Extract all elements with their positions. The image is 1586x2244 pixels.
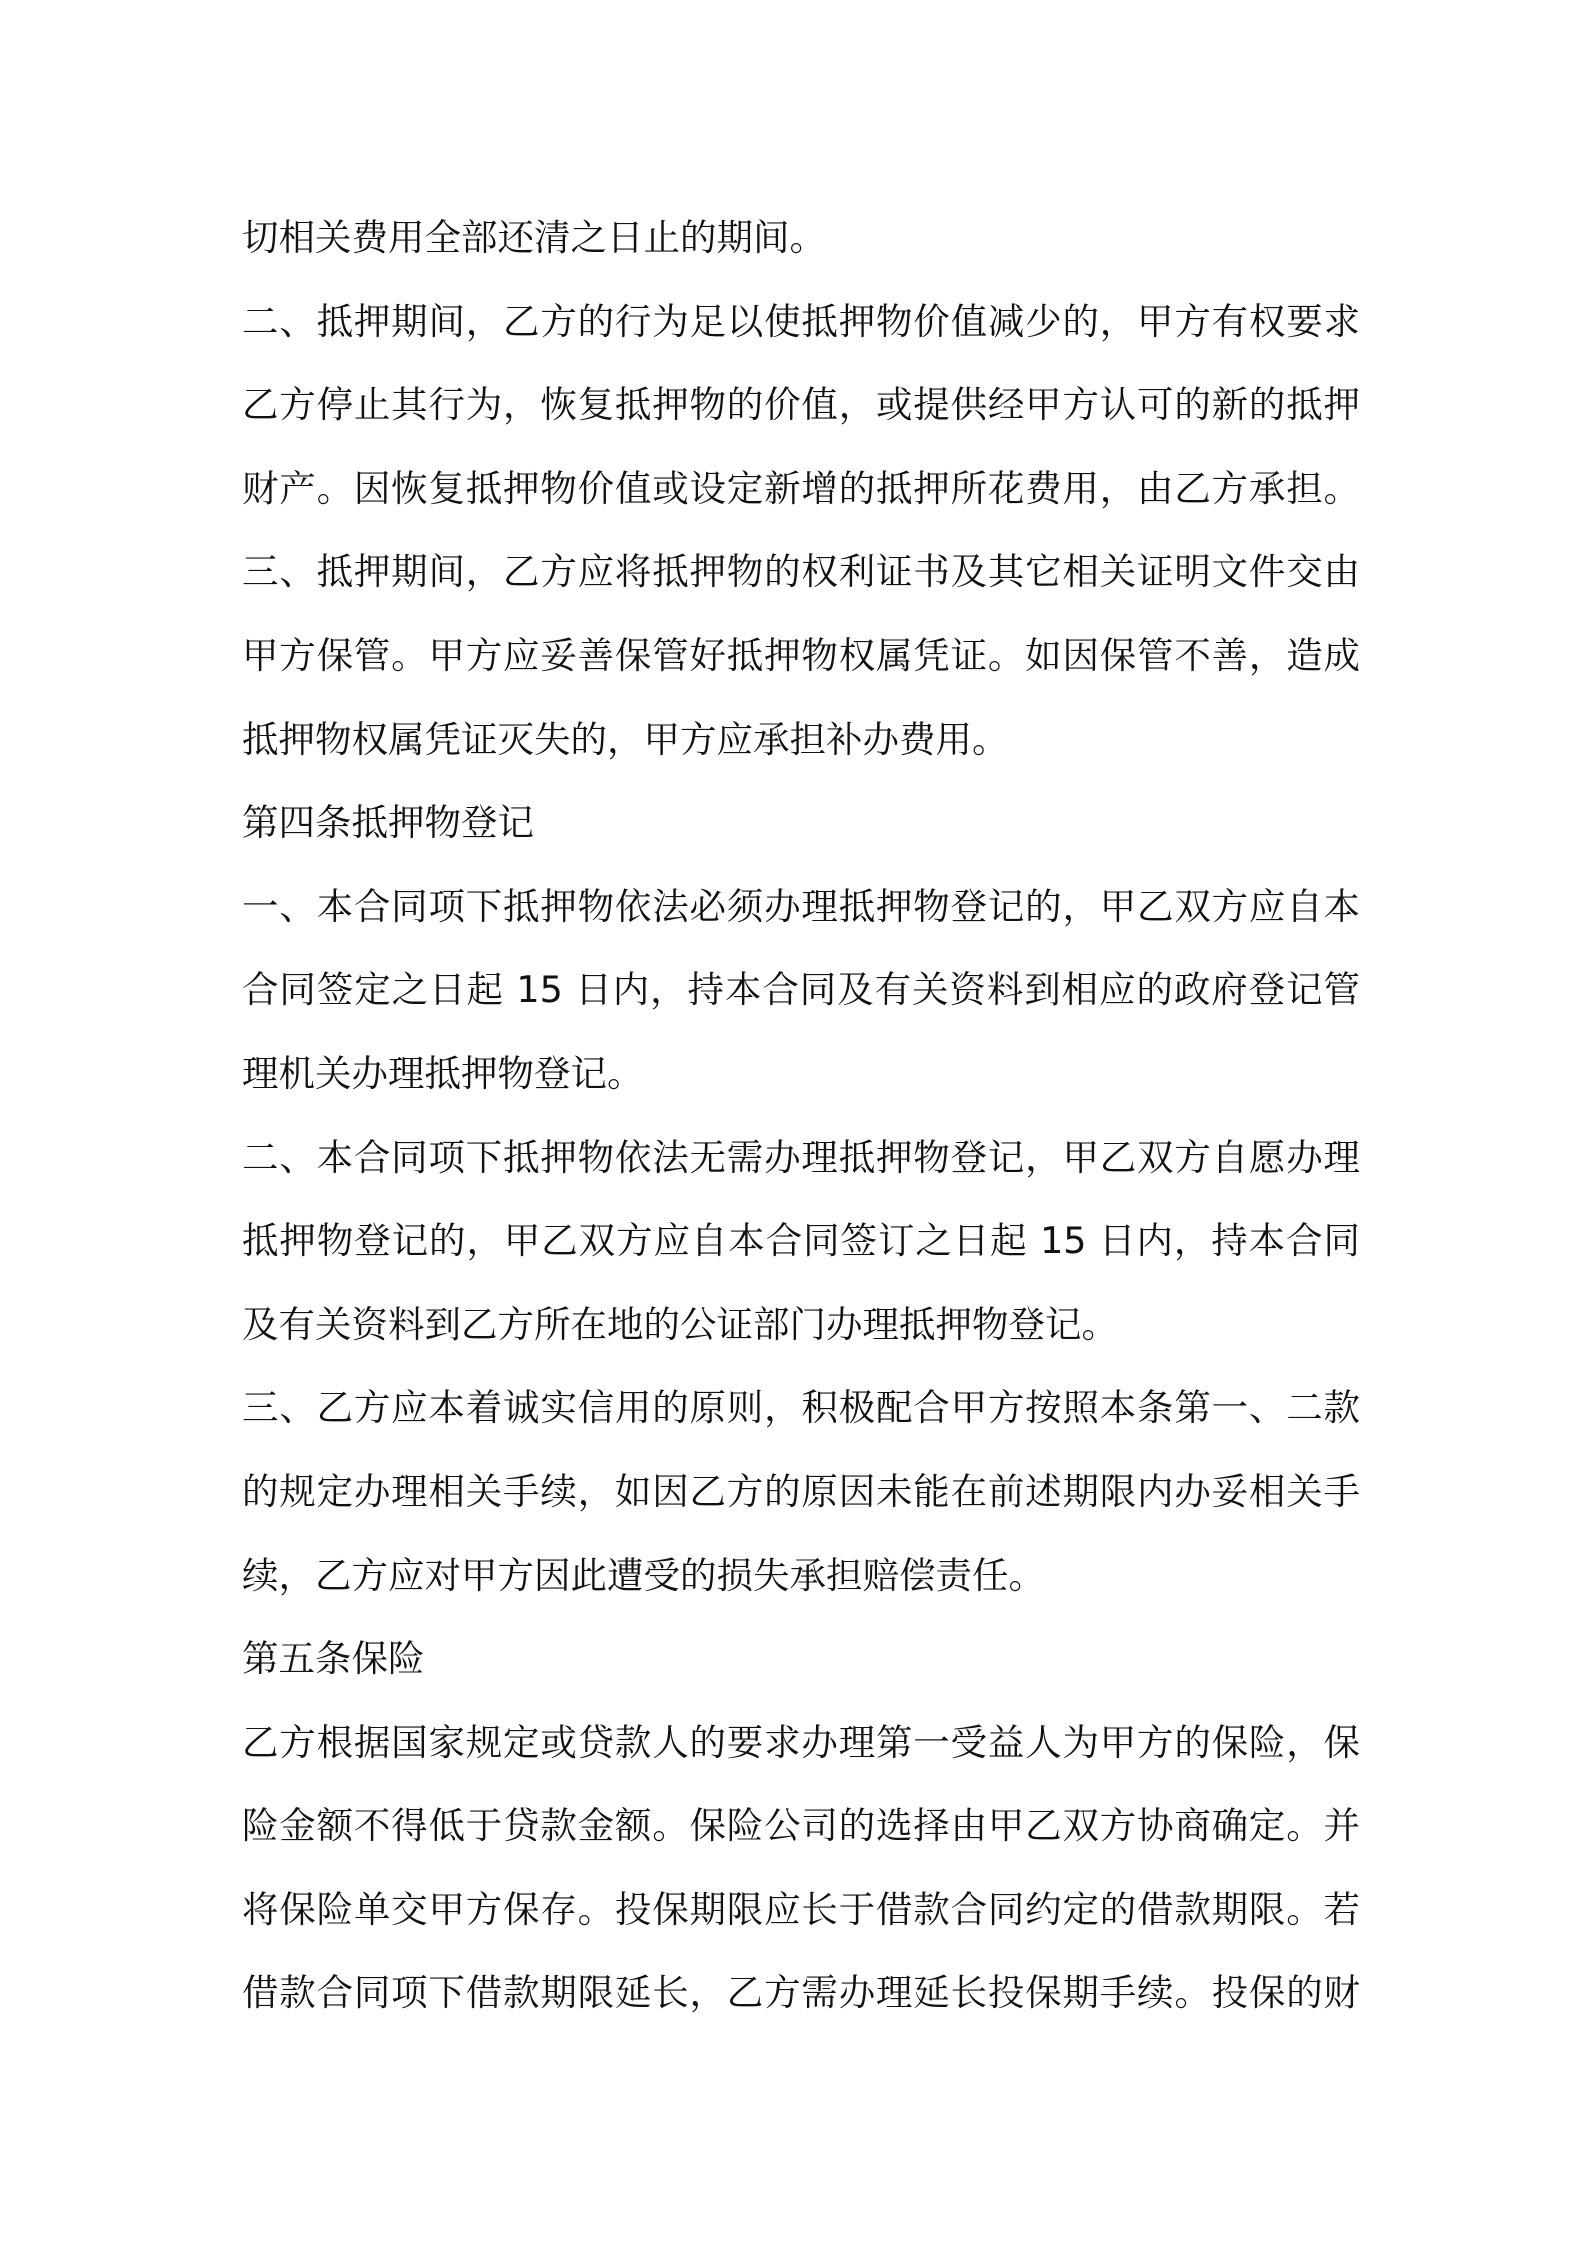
text-line: 三、抵押期间，乙方应将抵押物的权利证书及其它相关证明文件交由 bbox=[242, 550, 1360, 594]
text-line: 合同签定之日起 15 日内，持本合同及有关资料到相应的政府登记管 bbox=[242, 968, 1360, 1012]
text-line: 一、本合同项下抵押物依法必须办理抵押物登记的，甲乙双方应自本 bbox=[242, 884, 1360, 928]
text-line: 的规定办理相关手续，如因乙方的原因未能在前述期限内办妥相关手 bbox=[242, 1469, 1360, 1513]
document-body bbox=[242, 196, 1360, 2035]
text-line: 借款合同项下借款期限延长，乙方需办理延长投保期手续。投保的财 bbox=[242, 1971, 1360, 2015]
text-line: 理机关办理抵押物登记。 bbox=[242, 1051, 644, 1095]
text-line: 抵押物登记的，甲乙双方应自本合同签订之日起 15 日内，持本合同 bbox=[242, 1219, 1360, 1263]
text-line: 二、本合同项下抵押物依法无需办理抵押物登记，甲乙双方自愿办理 bbox=[242, 1135, 1360, 1179]
text-line: 抵押物权属凭证灭失的，甲方应承担补办费用。 bbox=[242, 717, 1009, 761]
text-line: 三、乙方应本着诚实信用的原则，积极配合甲方按照本条第一、二款 bbox=[242, 1386, 1360, 1430]
section-heading: 第四条抵押物登记 bbox=[242, 801, 534, 845]
text-line: 险金额不得低于贷款金额。保险公司的选择由甲乙双方协商确定。并 bbox=[242, 1804, 1360, 1848]
text-line: 切相关费用全部还清之日止的期间。 bbox=[242, 216, 826, 259]
text-line: 将保险单交甲方保存。投保期限应长于借款合同约定的借款期限。若 bbox=[242, 1887, 1360, 1931]
text-line: 续，乙方应对甲方因此遭受的损失承担赔偿责任。 bbox=[242, 1553, 1045, 1597]
text-line: 甲方保管。甲方应妥善保管好抵押物权属凭证。如因保管不善，造成 bbox=[242, 633, 1360, 677]
text-line: 及有关资料到乙方所在地的公证部门办理抵押物登记。 bbox=[242, 1302, 1118, 1346]
text-line: 财产。因恢复抵押物价值或设定新增的抵押所花费用，由乙方承担。 bbox=[242, 466, 1360, 510]
section-heading: 第五条保险 bbox=[242, 1637, 425, 1681]
text-line: 乙方停止其行为，恢复抵押物的价值，或提供经甲方认可的新的抵押 bbox=[242, 383, 1360, 427]
text-line: 乙方根据国家规定或贷款人的要求办理第一受益人为甲方的保险，保 bbox=[242, 1720, 1360, 1764]
text-line: 二、抵押期间，乙方的行为足以使抵押物价值减少的，甲方有权要求 bbox=[242, 299, 1360, 343]
